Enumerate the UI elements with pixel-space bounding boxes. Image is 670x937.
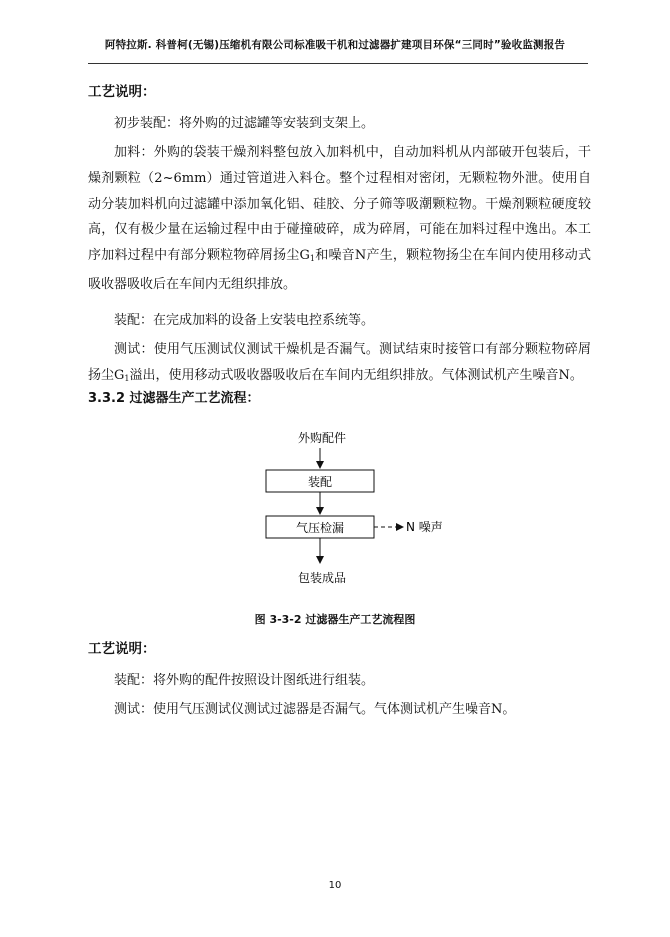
subscript-g1: 1: [309, 254, 315, 264]
paragraph-feeding-text-1: 加料：外购的袋装干燥剂料整包放入加料机中，自动加料机从内部破开包装后，干燥剂颗粒（2~6mm）通过管道进入料仓。整个过程相对密闭，无颗粒物外泄。使用自动分装加料机向过滤罐中添加氧化铝、硅胶、分子筛等吸潮颗粒物。干燥剂颗粒硬度较高，仅有极少量在运输过程中由于碰撞破碎，成为碎屑，可能在加料过程中逸出。本工序加料过程中有部分颗粒物碎屑扬尘G: [88, 145, 591, 264]
paragraph-feeding-text-2: 和噪音N产生，颗粒物扬尘在车间内使用移动式吸收器吸收后在车间内无组织排放。: [88, 248, 591, 292]
figure-caption: 图 3-3-2 过滤器生产工艺流程图: [254, 613, 416, 626]
paragraph-testing: [88, 337, 591, 392]
flowchart-input-label: 外购配件: [297, 431, 347, 445]
flowchart-noise-label: N 噪声: [406, 520, 443, 534]
section-title: 3.3.2 过滤器生产工艺流程：: [88, 391, 260, 406]
process-description-heading: 工艺说明：: [88, 641, 156, 657]
paragraph-testing-text-1: 测试：使用气压测试仪测试干燥机是否漏气。测试结束时接管口有部分颗粒物碎屑扬尘G: [88, 342, 591, 383]
process-description-heading: 工艺说明：: [88, 84, 156, 100]
flowchart-step-assembly: 装配: [307, 475, 333, 489]
paragraph-filter-testing: 测试：使用气压测试仪测试过滤器是否漏气。气体测试机产生噪音N。: [114, 702, 516, 717]
process-flowchart: [0, 420, 670, 600]
page-number: 10: [328, 880, 342, 891]
paragraph-testing-text-2: 溢出，使用移动式吸收器吸收后在车间内无组织排放。气体测试机产生噪音N。: [129, 367, 583, 383]
paragraph-assembly: 装配：在完成加料的设备上安装电控系统等。: [114, 313, 375, 328]
paragraph-filter-assembly: 装配：将外购的配件按照设计图纸进行组装。: [114, 673, 375, 688]
document-header: 阿特拉斯. 科普柯(无锡)压缩机有限公司标准吸干机和过滤器扩建项目环保“三同时”验收监测报告: [104, 39, 566, 51]
paragraph-initial-assembly: 初步装配：将外购的过滤罐等安装到支架上。: [114, 116, 375, 131]
header-divider: [88, 63, 588, 64]
subscript-g1: 1: [124, 373, 130, 383]
flowchart-output-label: 包装成品: [297, 571, 347, 585]
paragraph-feeding: [88, 140, 591, 298]
flowchart-step-leak-test: 气压检漏: [295, 521, 345, 535]
